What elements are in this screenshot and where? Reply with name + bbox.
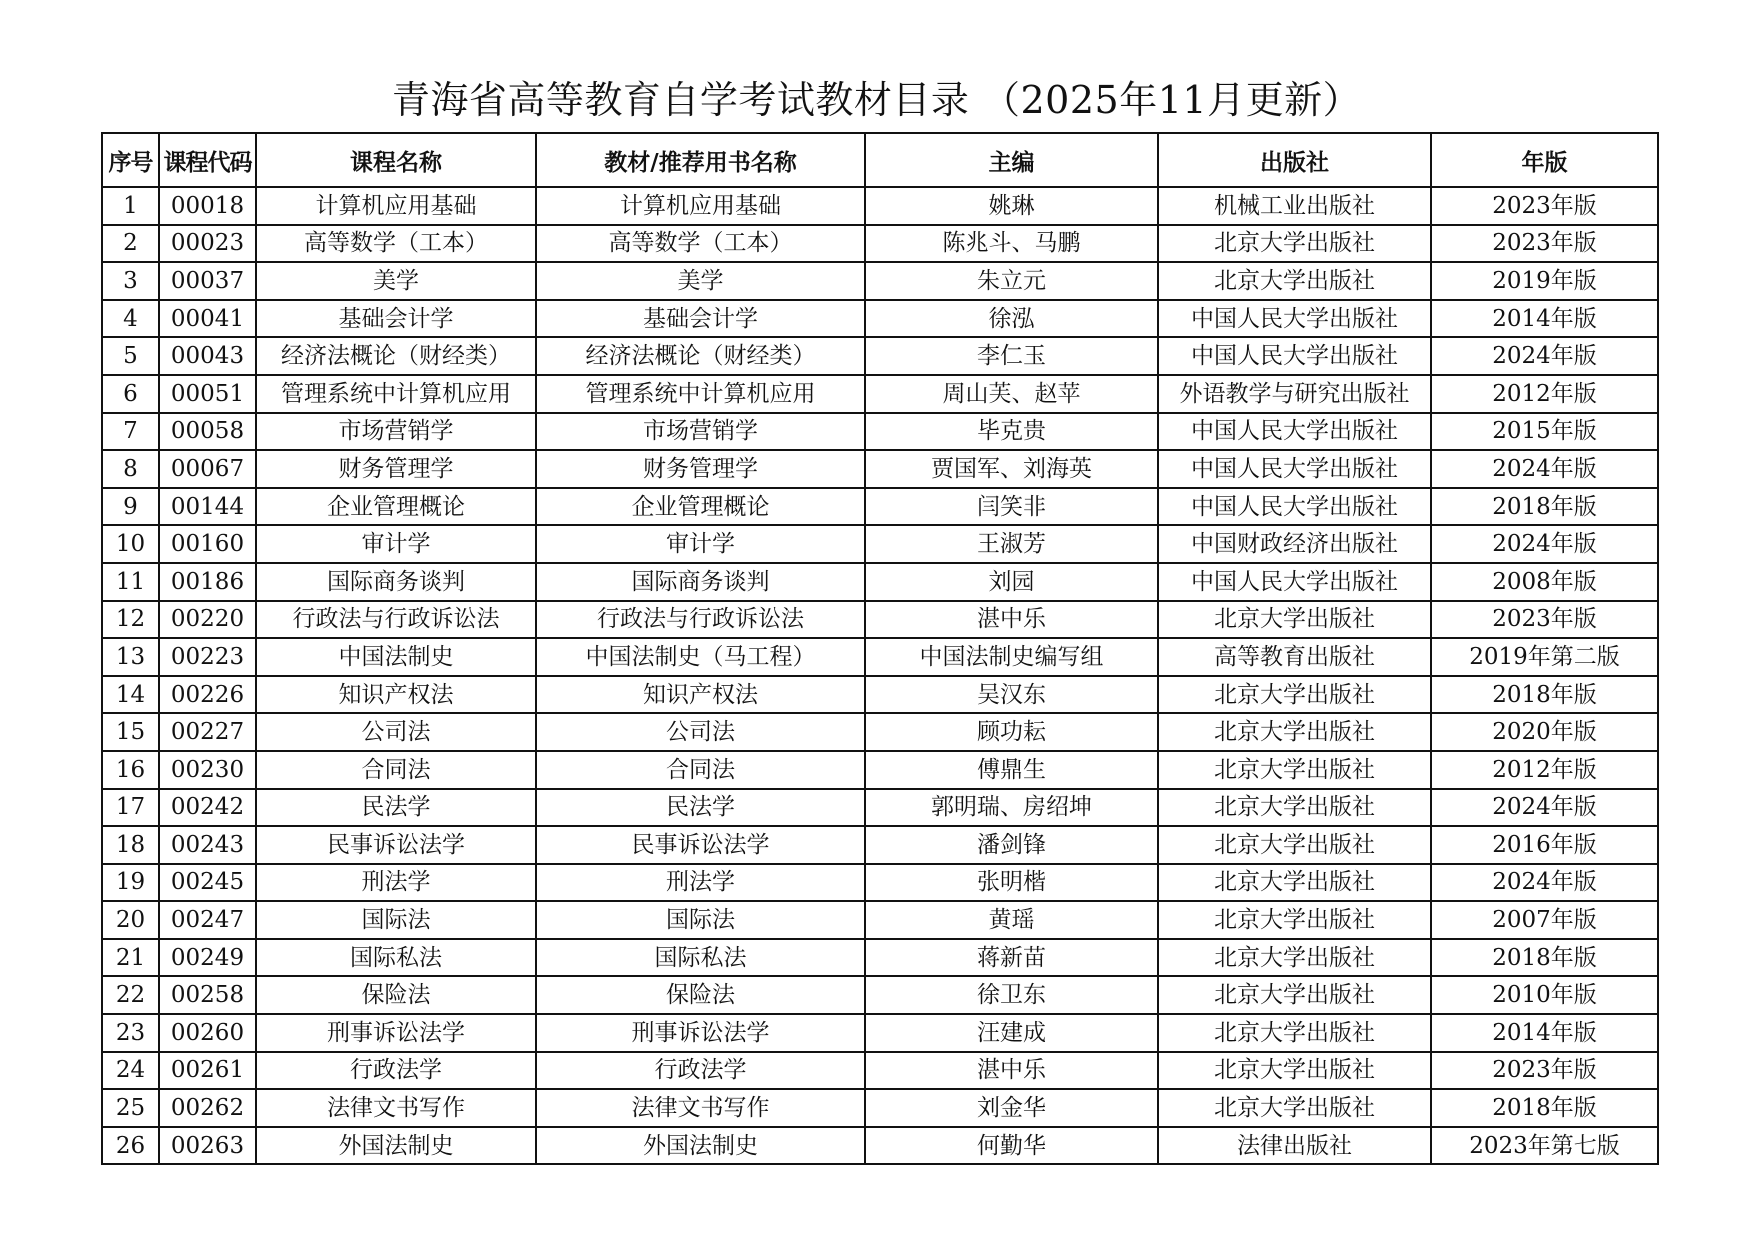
- edition-cell: 2012年版: [1431, 751, 1658, 789]
- editor-cell: 陈兆斗、马鹏: [865, 225, 1158, 263]
- publisher-cell: 北京大学出版社: [1158, 1052, 1431, 1090]
- table-row: [102, 300, 1658, 338]
- table-row: [102, 563, 1658, 601]
- editor-cell: 徐泓: [865, 300, 1158, 338]
- seq-cell: 14: [102, 676, 159, 714]
- seq-cell: 1: [102, 187, 159, 225]
- textbook-name-cell: 公司法: [536, 713, 865, 751]
- course-code-cell: 00260: [159, 1014, 256, 1052]
- seq-cell: 26: [102, 1127, 159, 1165]
- table-row: [102, 901, 1658, 939]
- textbook-name-cell: 保险法: [536, 976, 865, 1014]
- textbook-name-cell: 财务管理学: [536, 450, 865, 488]
- publisher-cell: 北京大学出版社: [1158, 713, 1431, 751]
- edition-cell: 2024年版: [1431, 864, 1658, 902]
- course-code-cell: 00041: [159, 300, 256, 338]
- document-title: 青海省高等教育自学考试教材目录 （2025年11月更新）: [391, 78, 1362, 122]
- publisher-cell: 高等教育出版社: [1158, 638, 1431, 676]
- seq-cell: 2: [102, 225, 159, 263]
- table-row: [102, 525, 1658, 563]
- edition-cell: 2020年版: [1431, 713, 1658, 751]
- editor-cell: 黄瑶: [865, 901, 1158, 939]
- course-name-cell: 合同法: [256, 751, 536, 789]
- publisher-cell: 北京大学出版社: [1158, 262, 1431, 300]
- editor-cell: 中国法制史编写组: [865, 638, 1158, 676]
- table-row: [102, 375, 1658, 413]
- seq-cell: 23: [102, 1014, 159, 1052]
- editor-cell: 姚琳: [865, 187, 1158, 225]
- table-row: [102, 413, 1658, 451]
- edition-cell: 2023年版: [1431, 225, 1658, 263]
- course-code-cell: 00261: [159, 1052, 256, 1090]
- course-code-cell: 00226: [159, 676, 256, 714]
- textbook-name-cell: 外国法制史: [536, 1127, 865, 1165]
- course-code-cell: 00230: [159, 751, 256, 789]
- textbook-name-cell: 行政法学: [536, 1052, 865, 1090]
- textbook-catalog-table: [101, 132, 1659, 1165]
- editor-cell: 吴汉东: [865, 676, 1158, 714]
- publisher-cell: 中国人民大学出版社: [1158, 413, 1431, 451]
- publisher-cell: 北京大学出版社: [1158, 976, 1431, 1014]
- textbook-name-cell: 高等数学（工本）: [536, 225, 865, 263]
- table-row: [102, 1052, 1658, 1090]
- course-name-cell: 高等数学（工本）: [256, 225, 536, 263]
- editor-cell: 李仁玉: [865, 337, 1158, 375]
- column-header-publisher: 出版社: [1158, 133, 1431, 187]
- publisher-cell: 北京大学出版社: [1158, 826, 1431, 864]
- course-name-cell: 行政法学: [256, 1052, 536, 1090]
- table-row: [102, 826, 1658, 864]
- course-name-cell: 国际私法: [256, 939, 536, 977]
- course-name-cell: 中国法制史: [256, 638, 536, 676]
- course-code-cell: 00023: [159, 225, 256, 263]
- table-body: [102, 187, 1658, 1164]
- course-name-cell: 保险法: [256, 976, 536, 1014]
- publisher-cell: 北京大学出版社: [1158, 789, 1431, 827]
- edition-cell: 2010年版: [1431, 976, 1658, 1014]
- course-name-cell: 知识产权法: [256, 676, 536, 714]
- publisher-cell: 机械工业出版社: [1158, 187, 1431, 225]
- textbook-name-cell: 市场营销学: [536, 413, 865, 451]
- course-name-cell: 市场营销学: [256, 413, 536, 451]
- editor-cell: 贾国军、刘海英: [865, 450, 1158, 488]
- textbook-name-cell: 知识产权法: [536, 676, 865, 714]
- course-code-cell: 00067: [159, 450, 256, 488]
- column-header-textbook-name: 教材/推荐用书名称: [536, 133, 865, 187]
- seq-cell: 5: [102, 337, 159, 375]
- edition-cell: 2014年版: [1431, 1014, 1658, 1052]
- publisher-cell: 北京大学出版社: [1158, 676, 1431, 714]
- publisher-cell: 北京大学出版社: [1158, 1014, 1431, 1052]
- course-code-cell: 00227: [159, 713, 256, 751]
- course-name-cell: 审计学: [256, 525, 536, 563]
- textbook-name-cell: 国际私法: [536, 939, 865, 977]
- column-header-seq: 序号: [102, 133, 159, 187]
- editor-cell: 何勤华: [865, 1127, 1158, 1165]
- seq-cell: 12: [102, 601, 159, 639]
- textbook-name-cell: 基础会计学: [536, 300, 865, 338]
- publisher-cell: 法律出版社: [1158, 1127, 1431, 1165]
- course-name-cell: 民事诉讼法学: [256, 826, 536, 864]
- textbook-name-cell: 刑法学: [536, 864, 865, 902]
- course-name-cell: 民法学: [256, 789, 536, 827]
- publisher-cell: 中国人民大学出版社: [1158, 563, 1431, 601]
- table-row: [102, 939, 1658, 977]
- edition-cell: 2024年版: [1431, 789, 1658, 827]
- textbook-name-cell: 刑事诉讼法学: [536, 1014, 865, 1052]
- course-name-cell: 企业管理概论: [256, 488, 536, 526]
- textbook-name-cell: 审计学: [536, 525, 865, 563]
- edition-cell: 2024年版: [1431, 525, 1658, 563]
- editor-cell: 闫笑非: [865, 488, 1158, 526]
- course-name-cell: 法律文书写作: [256, 1089, 536, 1127]
- seq-cell: 22: [102, 976, 159, 1014]
- course-name-cell: 美学: [256, 262, 536, 300]
- course-name-cell: 国际商务谈判: [256, 563, 536, 601]
- edition-cell: 2023年版: [1431, 1052, 1658, 1090]
- table-row: [102, 450, 1658, 488]
- editor-cell: 傅鼎生: [865, 751, 1158, 789]
- seq-cell: 21: [102, 939, 159, 977]
- column-header-edition: 年版: [1431, 133, 1658, 187]
- textbook-name-cell: 国际法: [536, 901, 865, 939]
- course-code-cell: 00051: [159, 375, 256, 413]
- course-code-cell: 00144: [159, 488, 256, 526]
- table-row: [102, 751, 1658, 789]
- course-code-cell: 00223: [159, 638, 256, 676]
- textbook-name-cell: 民事诉讼法学: [536, 826, 865, 864]
- editor-cell: 顾功耘: [865, 713, 1158, 751]
- course-name-cell: 刑法学: [256, 864, 536, 902]
- editor-cell: 刘金华: [865, 1089, 1158, 1127]
- edition-cell: 2018年版: [1431, 488, 1658, 526]
- table-row: [102, 638, 1658, 676]
- course-code-cell: 00018: [159, 187, 256, 225]
- course-code-cell: 00249: [159, 939, 256, 977]
- course-name-cell: 刑事诉讼法学: [256, 1014, 536, 1052]
- edition-cell: 2018年版: [1431, 939, 1658, 977]
- edition-cell: 2024年版: [1431, 337, 1658, 375]
- edition-cell: 2023年版: [1431, 187, 1658, 225]
- seq-cell: 25: [102, 1089, 159, 1127]
- table-row: [102, 976, 1658, 1014]
- course-code-cell: 00043: [159, 337, 256, 375]
- publisher-cell: 中国财政经济出版社: [1158, 525, 1431, 563]
- course-code-cell: 00242: [159, 789, 256, 827]
- publisher-cell: 中国人民大学出版社: [1158, 450, 1431, 488]
- table-row: [102, 601, 1658, 639]
- course-name-cell: 行政法与行政诉讼法: [256, 601, 536, 639]
- course-code-cell: 00220: [159, 601, 256, 639]
- seq-cell: 24: [102, 1052, 159, 1090]
- edition-cell: 2015年版: [1431, 413, 1658, 451]
- seq-cell: 13: [102, 638, 159, 676]
- edition-cell: 2024年版: [1431, 450, 1658, 488]
- course-name-cell: 国际法: [256, 901, 536, 939]
- seq-cell: 9: [102, 488, 159, 526]
- edition-cell: 2019年版: [1431, 262, 1658, 300]
- publisher-cell: 中国人民大学出版社: [1158, 488, 1431, 526]
- column-header-course-code: 课程代码: [159, 133, 256, 187]
- course-name-cell: 财务管理学: [256, 450, 536, 488]
- table-row: [102, 488, 1658, 526]
- edition-cell: 2018年版: [1431, 676, 1658, 714]
- editor-cell: 湛中乐: [865, 1052, 1158, 1090]
- table-header-row: [102, 133, 1658, 187]
- table-row: [102, 789, 1658, 827]
- editor-cell: 刘园: [865, 563, 1158, 601]
- textbook-name-cell: 美学: [536, 262, 865, 300]
- table-row: [102, 676, 1658, 714]
- edition-cell: 2019年第二版: [1431, 638, 1658, 676]
- course-name-cell: 外国法制史: [256, 1127, 536, 1165]
- publisher-cell: 北京大学出版社: [1158, 601, 1431, 639]
- textbook-name-cell: 民法学: [536, 789, 865, 827]
- course-name-cell: 计算机应用基础: [256, 187, 536, 225]
- table-row: [102, 713, 1658, 751]
- seq-cell: 7: [102, 413, 159, 451]
- table-row: [102, 864, 1658, 902]
- textbook-name-cell: 合同法: [536, 751, 865, 789]
- course-code-cell: 00243: [159, 826, 256, 864]
- textbook-name-cell: 计算机应用基础: [536, 187, 865, 225]
- seq-cell: 17: [102, 789, 159, 827]
- seq-cell: 15: [102, 713, 159, 751]
- textbook-name-cell: 法律文书写作: [536, 1089, 865, 1127]
- course-code-cell: 00258: [159, 976, 256, 1014]
- publisher-cell: 北京大学出版社: [1158, 939, 1431, 977]
- course-code-cell: 00058: [159, 413, 256, 451]
- seq-cell: 3: [102, 262, 159, 300]
- table-row: [102, 262, 1658, 300]
- editor-cell: 徐卫东: [865, 976, 1158, 1014]
- editor-cell: 蒋新苗: [865, 939, 1158, 977]
- course-code-cell: 00247: [159, 901, 256, 939]
- editor-cell: 毕克贵: [865, 413, 1158, 451]
- table-row: [102, 225, 1658, 263]
- edition-cell: 2012年版: [1431, 375, 1658, 413]
- publisher-cell: 外语教学与研究出版社: [1158, 375, 1431, 413]
- publisher-cell: 中国人民大学出版社: [1158, 300, 1431, 338]
- course-code-cell: 00262: [159, 1089, 256, 1127]
- table-row: [102, 187, 1658, 225]
- publisher-cell: 北京大学出版社: [1158, 901, 1431, 939]
- edition-cell: 2014年版: [1431, 300, 1658, 338]
- edition-cell: 2023年版: [1431, 601, 1658, 639]
- course-name-cell: 基础会计学: [256, 300, 536, 338]
- edition-cell: 2008年版: [1431, 563, 1658, 601]
- table-row: [102, 1127, 1658, 1165]
- course-name-cell: 管理系统中计算机应用: [256, 375, 536, 413]
- table-row: [102, 1014, 1658, 1052]
- course-code-cell: 00245: [159, 864, 256, 902]
- textbook-name-cell: 中国法制史（马工程）: [536, 638, 865, 676]
- publisher-cell: 北京大学出版社: [1158, 864, 1431, 902]
- edition-cell: 2018年版: [1431, 1089, 1658, 1127]
- editor-cell: 朱立元: [865, 262, 1158, 300]
- edition-cell: 2007年版: [1431, 901, 1658, 939]
- course-name-cell: 公司法: [256, 713, 536, 751]
- editor-cell: 湛中乐: [865, 601, 1158, 639]
- column-header-course-name: 课程名称: [256, 133, 536, 187]
- textbook-name-cell: 国际商务谈判: [536, 563, 865, 601]
- table-row: [102, 1089, 1658, 1127]
- publisher-cell: 北京大学出版社: [1158, 1089, 1431, 1127]
- editor-cell: 王淑芳: [865, 525, 1158, 563]
- editor-cell: 汪建成: [865, 1014, 1158, 1052]
- textbook-name-cell: 经济法概论（财经类）: [536, 337, 865, 375]
- editor-cell: 潘剑锋: [865, 826, 1158, 864]
- course-code-cell: 00263: [159, 1127, 256, 1165]
- publisher-cell: 中国人民大学出版社: [1158, 337, 1431, 375]
- editor-cell: 周山芙、赵苹: [865, 375, 1158, 413]
- course-name-cell: 经济法概论（财经类）: [256, 337, 536, 375]
- seq-cell: 19: [102, 864, 159, 902]
- textbook-name-cell: 管理系统中计算机应用: [536, 375, 865, 413]
- seq-cell: 16: [102, 751, 159, 789]
- course-code-cell: 00186: [159, 563, 256, 601]
- edition-cell: 2023年第七版: [1431, 1127, 1658, 1165]
- column-header-editor: 主编: [865, 133, 1158, 187]
- seq-cell: 20: [102, 901, 159, 939]
- course-code-cell: 00037: [159, 262, 256, 300]
- editor-cell: 张明楷: [865, 864, 1158, 902]
- seq-cell: 4: [102, 300, 159, 338]
- seq-cell: 6: [102, 375, 159, 413]
- seq-cell: 10: [102, 525, 159, 563]
- seq-cell: 18: [102, 826, 159, 864]
- editor-cell: 郭明瑞、房绍坤: [865, 789, 1158, 827]
- textbook-name-cell: 行政法与行政诉讼法: [536, 601, 865, 639]
- table-row: [102, 337, 1658, 375]
- seq-cell: 8: [102, 450, 159, 488]
- publisher-cell: 北京大学出版社: [1158, 751, 1431, 789]
- publisher-cell: 北京大学出版社: [1158, 225, 1431, 263]
- seq-cell: 11: [102, 563, 159, 601]
- textbook-name-cell: 企业管理概论: [536, 488, 865, 526]
- edition-cell: 2016年版: [1431, 826, 1658, 864]
- course-code-cell: 00160: [159, 525, 256, 563]
